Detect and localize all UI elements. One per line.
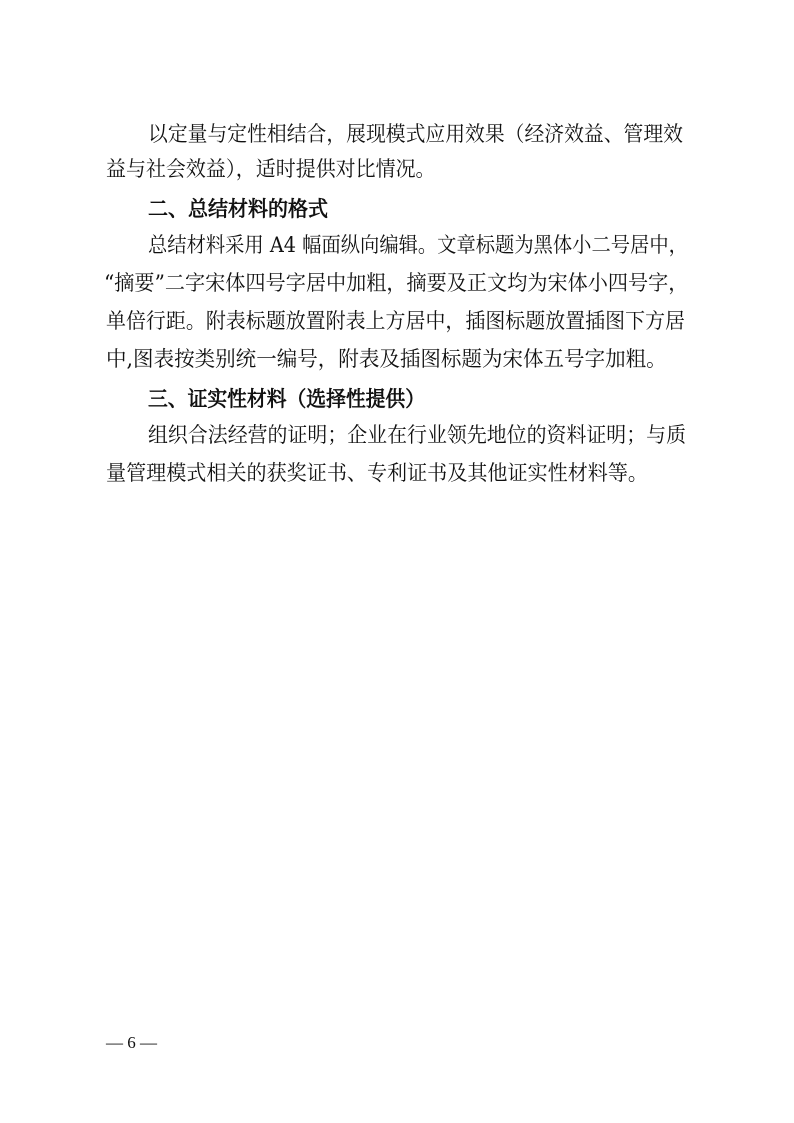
- page-number: — 6 —: [106, 1033, 157, 1052]
- paragraph-line: “摘要”二字宋体四号字居中加粗，摘要及正文均为宋体小四号字，: [104, 271, 689, 295]
- paragraph-line: 总结材料采用 A4 幅面纵向编辑。文章标题为黑体小二号居中，: [148, 233, 688, 257]
- paragraph-line: 以定量与定性相结合，展现模式应用效果（经济效益、管理效: [148, 122, 683, 146]
- paragraph-line: 中,图表按类别统一编号，附表及插图标题为宋体五号字加粗。: [106, 347, 667, 371]
- paragraph-line: 量管理模式相关的获奖证书、专利证书及其他证实性材料等。: [106, 461, 648, 485]
- paragraph-line: 益与社会效益），适时提供对比情况。: [106, 157, 436, 181]
- section-heading-evidence: 三、证实性材料（选择性提供）: [148, 387, 425, 411]
- section-heading-format: 二、总结材料的格式: [148, 197, 328, 221]
- paragraph-line: 组织合法经营的证明；企业在行业领先地位的资料证明；与质: [148, 423, 686, 447]
- paragraph-line: 单倍行距。附表标题放置附表上方居中，插图标题放置插图下方居: [106, 309, 685, 333]
